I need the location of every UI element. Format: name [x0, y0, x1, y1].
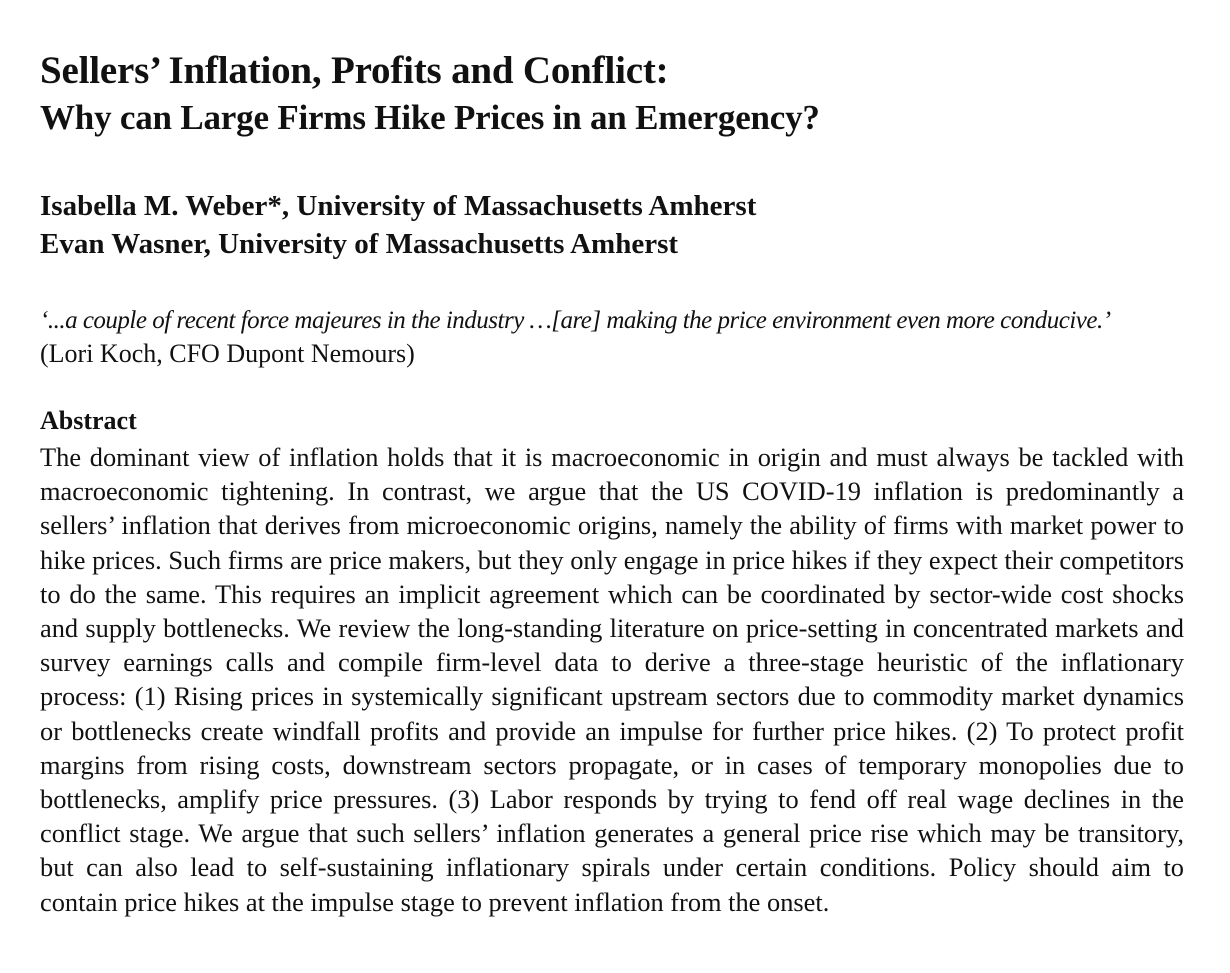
paper-page [40, 0, 1184, 973]
paper-title-line-2: Why can Large Firms Hike Prices in an Emergency? [40, 98, 820, 137]
abstract-text: The dominant view of inflation holds that it is macroeconomic in origin and must always be tackled with macroeconomic tightening. In contrast, we argue that the US COVID-19 inflation is predominantly a sellers’ inflation that derives from microeconomic origins, namely the ability of firms with market power to hike prices. Such firms are price makers, but they only engage in price hikes if they expect their competitors to do the same. This requires an implicit agreement which can be coordinated by sector-wide cost shocks and supply bottlenecks. We review the long-standing literature on price-setting in concentrated markets and survey earnings calls and compile firm-level data to derive a three-stage heuristic of the inflationary process: (1) Rising prices in systemically significant upstream sectors due to commodity market dynamics or bottlenecks create windfall profits and provide an impulse for further price hikes. (2) To protect profit margins from rising costs, downstream sectors propagate, or in cases of temporary monopolies due to bottlenecks, amplify price pressures. (3) Labor responds by trying to fend off real wage declines in the conflict stage. We argue that such sellers’ inflation generates a general price rise which may be transitory, but can also lead to self-sustaining inflationary spirals under certain conditions. Policy should aim to contain price hikes at the impulse stage to prevent inflation from the onset. [40, 442, 1184, 917]
abstract-heading: Abstract [40, 406, 137, 435]
paper-title-line-1: Sellers’ Inflation, Profits and Conflict: [40, 49, 669, 92]
epigraph-quote: ‘...a couple of recent force majeures in the industry …[are] making the price environment even more conducive.’ [40, 307, 1111, 334]
author-weber: Isabella M. Weber*, University of Massachusetts Amherst [40, 190, 757, 222]
epigraph-source: (Lori Koch, CFO Dupont Nemours) [40, 339, 415, 368]
author-wasner: Evan Wasner, University of Massachusetts Amherst [40, 228, 679, 260]
